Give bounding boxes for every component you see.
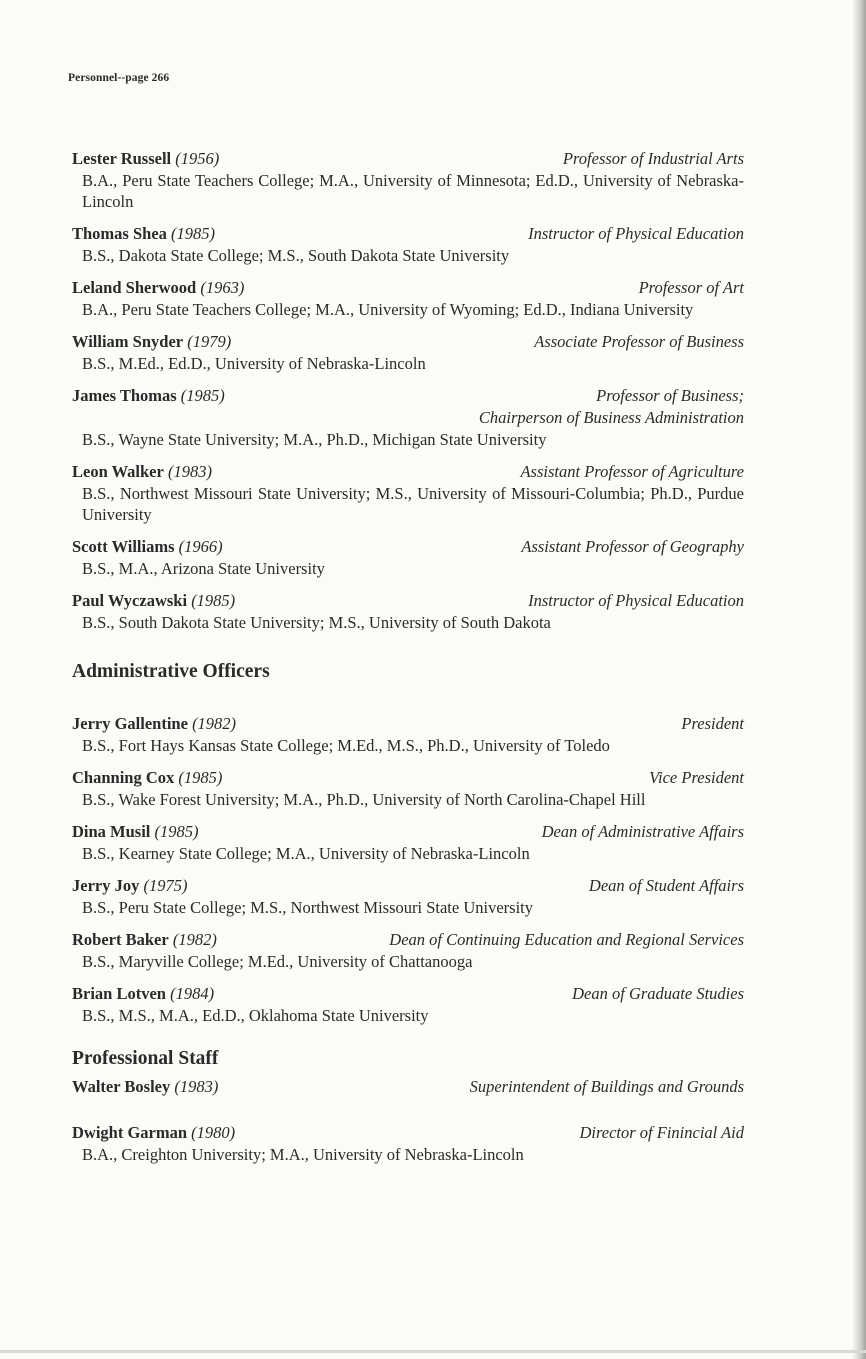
degrees: B.S., Fort Hays Kansas State College; M.Ed., M.S., Ph.D., University of Toledo — [82, 736, 610, 755]
position-title: President — [681, 714, 744, 733]
person-name: Scott Williams — [72, 537, 175, 556]
degrees: B.S., Northwest Missouri State University; M.S., University of Missouri-Columbia; Ph.D., Purdue University — [82, 484, 744, 524]
start-year: (1980) — [191, 1123, 236, 1142]
position-title: Dean of Graduate Studies — [572, 984, 744, 1003]
person-name: Brian Lotven — [72, 984, 166, 1003]
personnel-entry — [72, 983, 744, 1026]
person-name: Dina Musil — [72, 822, 151, 841]
start-year: (1963) — [200, 278, 245, 297]
person-name: Dwight Garman — [72, 1123, 188, 1142]
position-title: Dean of Administrative Affairs — [541, 822, 744, 841]
start-year: (1982) — [192, 714, 237, 733]
degrees: B.S., M.Ed., Ed.D., University of Nebraska-Lincoln — [82, 354, 426, 373]
start-year: (1984) — [170, 984, 215, 1003]
person-name: William Snyder — [72, 332, 184, 351]
personnel-entry — [72, 385, 744, 450]
degrees: B.A., Creighton University; M.A., University of Nebraska-Lincoln — [82, 1145, 524, 1164]
degrees: B.S., Peru State College; M.S., Northwest Missouri State University — [82, 898, 533, 917]
running-head: Personnel--page 266 — [68, 72, 170, 84]
person-name: Jerry Joy — [72, 876, 140, 895]
position-title: Instructor of Physical Education — [528, 591, 744, 610]
person-name: Leland Sherwood — [72, 278, 197, 297]
start-year: (1985) — [191, 591, 236, 610]
person-name: Lester Russell — [72, 149, 172, 168]
degrees: B.S., Wayne State University; M.A., Ph.D., Michigan State University — [82, 430, 547, 449]
personnel-entry — [72, 223, 744, 266]
personnel-entry — [72, 1122, 744, 1165]
degrees: B.A., Peru State Teachers College; M.A., University of Wyoming; Ed.D., Indiana University — [82, 300, 694, 319]
position-title: Assistant Professor of Geography — [521, 537, 744, 556]
personnel-entry — [72, 875, 744, 918]
personnel-entry — [72, 929, 744, 972]
position-title: Associate Professor of Business — [534, 332, 744, 351]
position-title: Professor of Business; — [596, 386, 744, 405]
degrees: B.A., Peru State Teachers College; M.A., University of Minnesota; Ed.D., University of Nebraska-Lincoln — [82, 171, 744, 211]
position-title: Dean of Student Affairs — [588, 876, 744, 895]
personnel-entry — [72, 767, 744, 810]
person-name: Paul Wyczawski — [72, 591, 188, 610]
start-year: (1985) — [178, 768, 223, 787]
personnel-entry — [72, 590, 744, 633]
start-year: (1985) — [154, 822, 199, 841]
person-name: Leon Walker — [72, 462, 164, 481]
start-year: (1982) — [172, 930, 217, 949]
degrees: B.S., M.S., M.A., Ed.D., Oklahoma State University — [82, 1006, 429, 1025]
person-name: Jerry Gallentine — [72, 714, 188, 733]
personnel-entry — [72, 821, 744, 864]
person-name: Robert Baker — [72, 930, 169, 949]
position-title: Dean of Continuing Education and Regional Services — [389, 930, 744, 949]
degrees: B.S., Kearney State College; M.A., University of Nebraska-Lincoln — [82, 844, 530, 863]
personnel-entry — [72, 1076, 744, 1098]
position-title: Assistant Professor of Agriculture — [520, 462, 744, 481]
personnel-entry — [72, 148, 744, 212]
start-year: (1975) — [143, 876, 188, 895]
section-heading-professional-staff: Professional Staff — [72, 1048, 219, 1069]
start-year: (1985) — [180, 386, 225, 405]
personnel-entry — [72, 536, 744, 579]
section-heading-administrative-officers: Administrative Officers — [72, 661, 270, 682]
page-edge-shadow — [852, 0, 866, 1359]
person-name: Channing Cox — [72, 768, 175, 787]
personnel-entry — [72, 277, 744, 320]
start-year: (1966) — [178, 537, 223, 556]
position-title: Superintendent of Buildings and Grounds — [469, 1077, 744, 1096]
person-name: Thomas Shea — [72, 224, 167, 243]
degrees: B.S., Maryville College; M.Ed., University of Chattanooga — [82, 952, 473, 971]
personnel-listing — [72, 148, 744, 1176]
position-title: Professor of Art — [638, 278, 744, 297]
degrees: B.S., Wake Forest University; M.A., Ph.D., University of North Carolina-Chapel Hill — [82, 790, 646, 809]
position-title: Instructor of Physical Education — [528, 224, 744, 243]
position-title: Director of Finincial Aid — [579, 1123, 744, 1142]
degrees: B.S., South Dakota State University; M.S., University of South Dakota — [82, 613, 551, 632]
degrees: B.S., M.A., Arizona State University — [82, 559, 325, 578]
person-name: James Thomas — [72, 386, 177, 405]
personnel-entry — [72, 331, 744, 374]
start-year: (1983) — [167, 462, 212, 481]
position-title: Professor of Industrial Arts — [562, 149, 744, 168]
position-title-secondary: Chairperson of Business Administration — [478, 408, 744, 427]
personnel-entry — [72, 713, 744, 756]
start-year: (1979) — [187, 332, 232, 351]
start-year: (1956) — [175, 149, 220, 168]
start-year: (1985) — [171, 224, 216, 243]
page-bottom-edge — [0, 1350, 866, 1353]
personnel-entry — [72, 461, 744, 525]
person-name: Walter Bosley — [72, 1077, 171, 1096]
start-year: (1983) — [174, 1077, 219, 1096]
position-title: Vice President — [649, 768, 744, 787]
degrees: B.S., Dakota State College; M.S., South Dakota State University — [82, 246, 510, 265]
